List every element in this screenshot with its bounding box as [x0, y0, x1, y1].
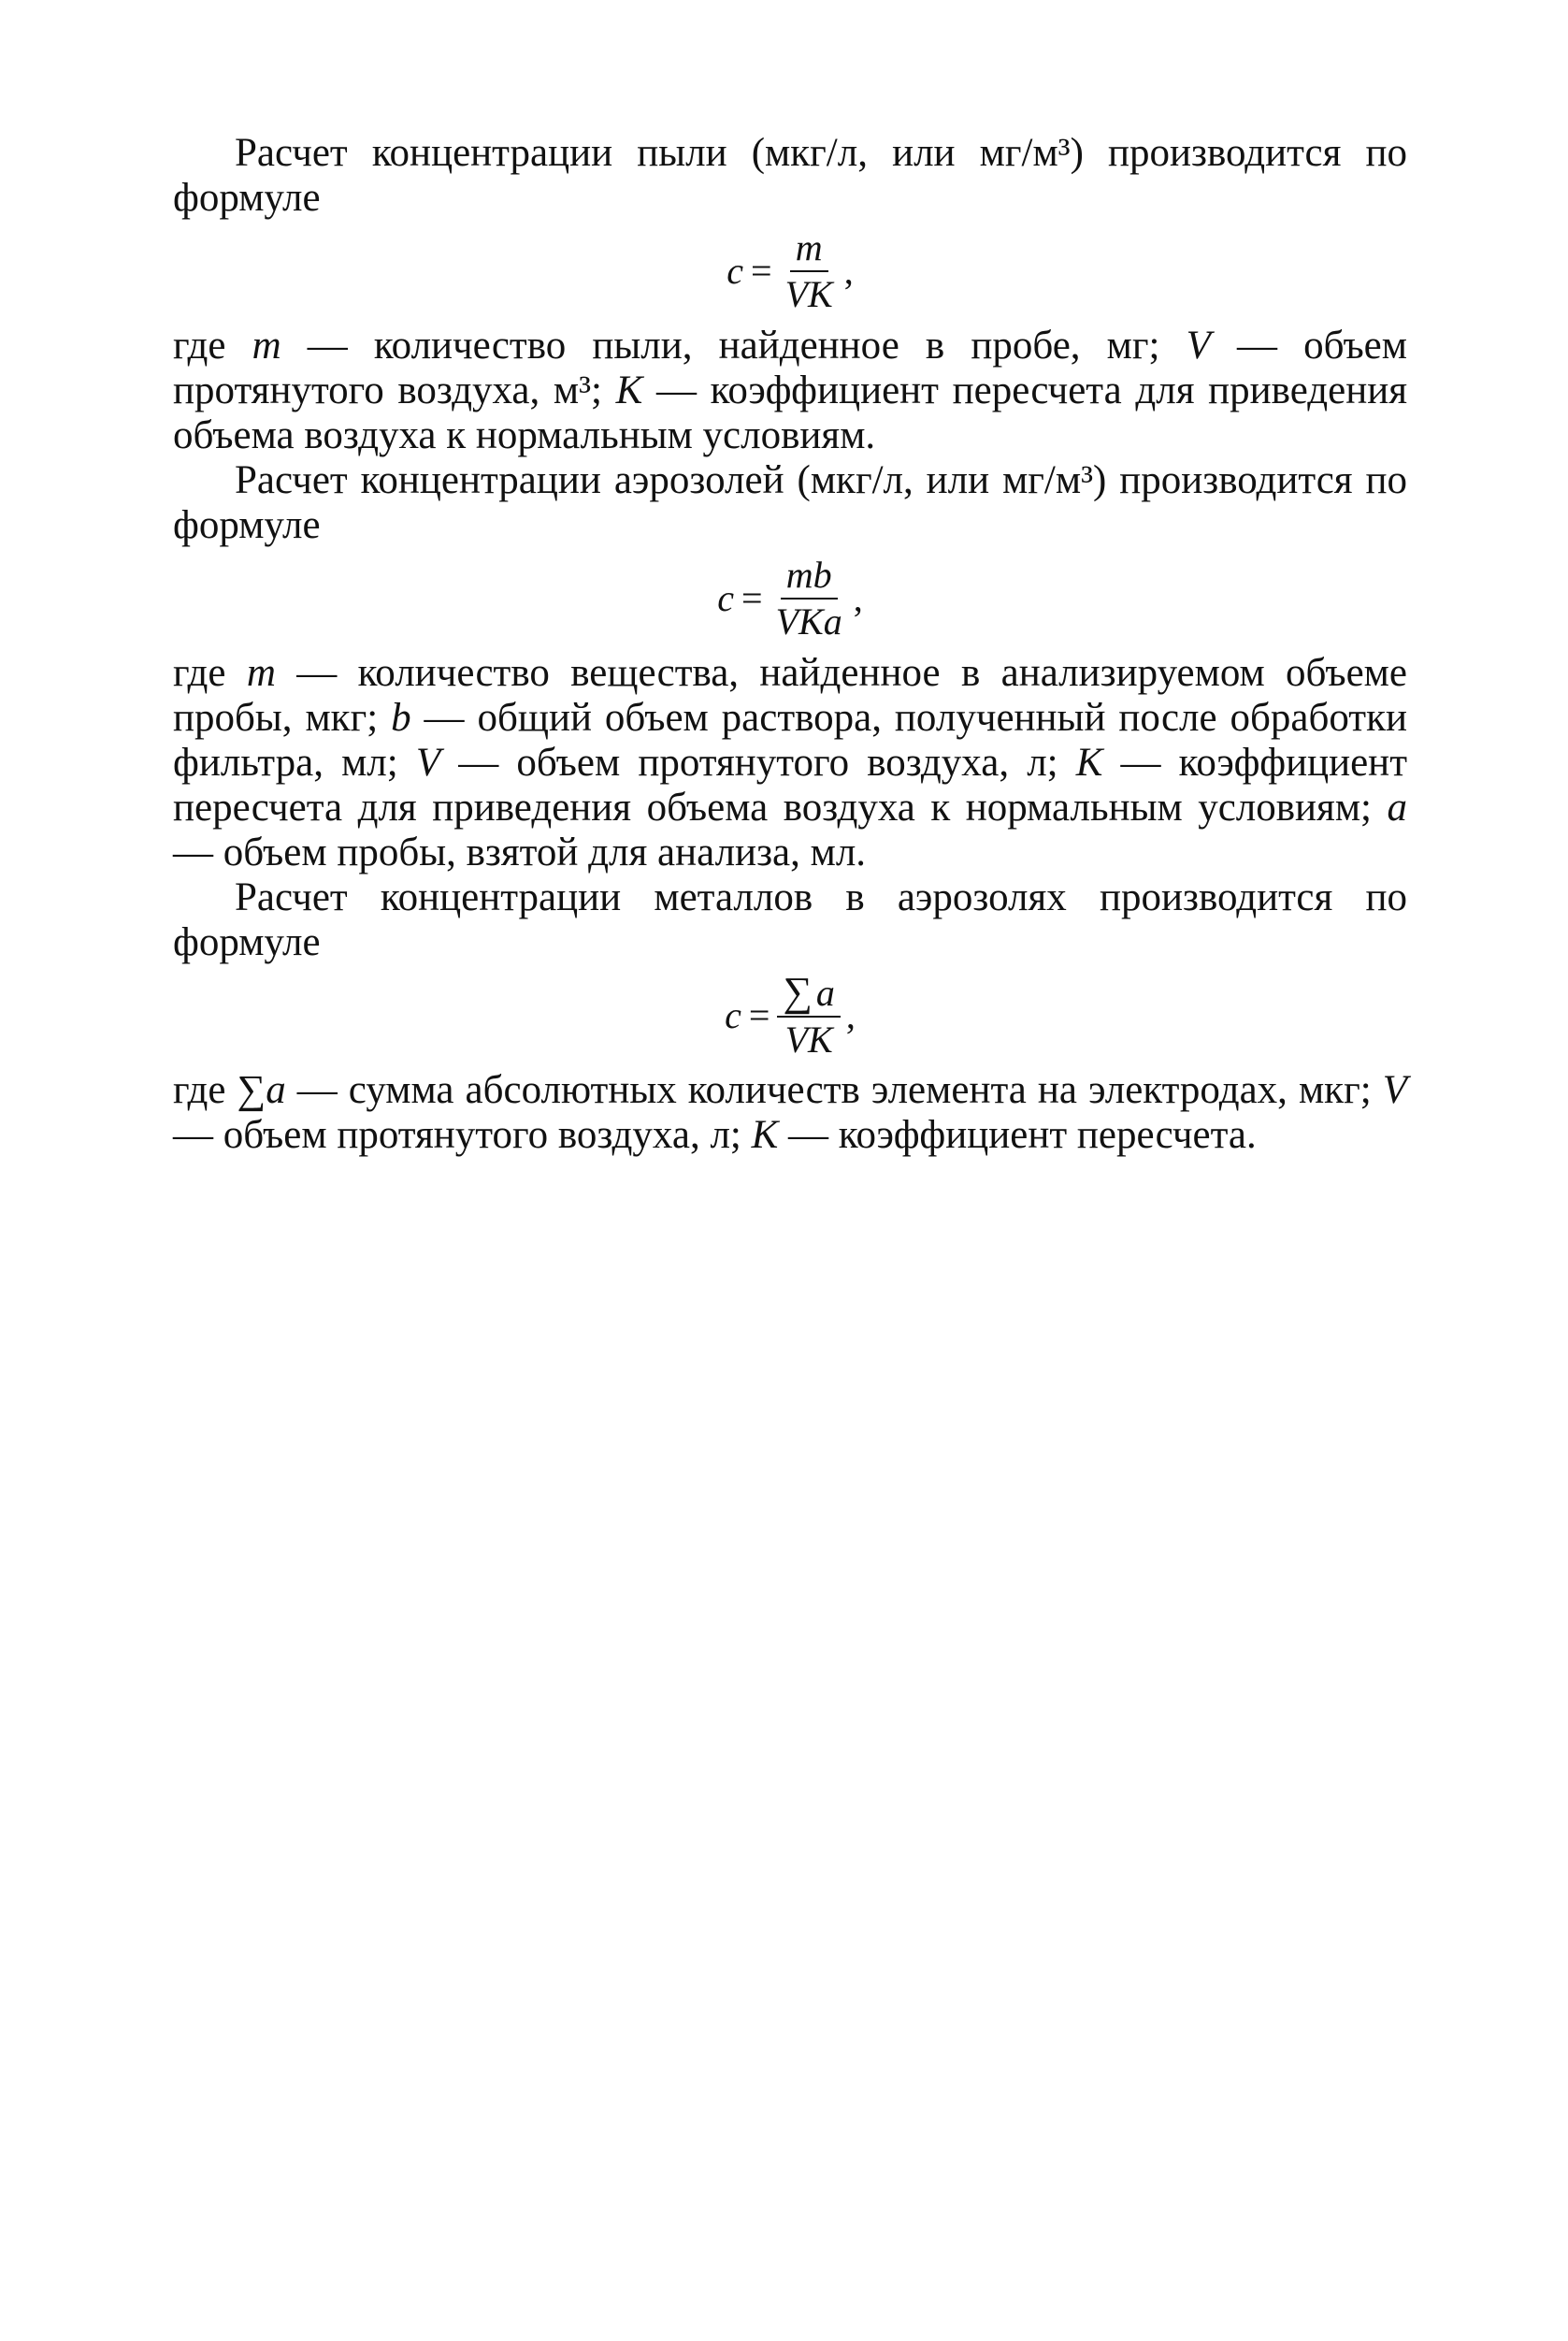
- formula-numerator: mb: [781, 555, 838, 600]
- text-segment: — коэффициент пересчета.: [778, 1113, 1257, 1157]
- paragraph-dust-intro: [173, 131, 1407, 221]
- paragraph-aerosol-legend: [173, 651, 1407, 875]
- text-segment: — объем протянутого воздуха, л;: [173, 1113, 752, 1157]
- text-segment: — коэффициент пересчета для приведения объема воздуха к нормальным условиям.: [173, 368, 1407, 457]
- text-segment: — объем протянутого воздуха, л;: [440, 741, 1076, 785]
- formula-comma: ,: [853, 577, 863, 619]
- formula-numerator: m: [790, 227, 828, 272]
- text-segment: — коэффициент пересчета для приведения объема воздуха к нормальным условиям;: [173, 741, 1407, 830]
- paragraph-dust-legend: [173, 324, 1407, 458]
- formula-lhs: c: [725, 994, 741, 1036]
- paragraph-text: Расчет концентрации пыли (мкг/л, или мг/м³) производится по формуле: [173, 131, 1407, 220]
- formula-lhs: c: [717, 577, 735, 619]
- formula-fraction: [770, 555, 848, 643]
- formula-fraction: [777, 968, 840, 1061]
- var-m: m: [246, 651, 276, 695]
- formula-denominator: VKa: [775, 600, 842, 643]
- var-K: K: [1075, 741, 1103, 785]
- formula-equals: =: [748, 994, 770, 1036]
- paragraph-text: Расчет концентрации металлов в аэрозолях производится по формуле: [173, 875, 1407, 964]
- text-segment: где: [173, 1068, 237, 1112]
- document-page: [173, 131, 1407, 1158]
- paragraph-text: Расчет концентрации аэрозолей (мкг/л, или мг/м³) производится по формуле: [173, 458, 1407, 547]
- var-V: V: [1382, 1068, 1407, 1112]
- formula-numerator: [777, 968, 840, 1018]
- paragraph-metals-intro: [173, 875, 1407, 965]
- formula-denominator: VK: [784, 1018, 833, 1061]
- formula-equals: =: [741, 577, 763, 619]
- text-segment: — количество вещества, найденное в анализируемом объеме пробы, мкг;: [173, 651, 1407, 740]
- var-K: K: [615, 368, 643, 412]
- paragraph-aerosol-intro: [173, 458, 1407, 548]
- formula-metals: [173, 967, 1407, 1064]
- text-segment: — объем пробы, взятой для анализа, мл.: [173, 831, 867, 874]
- formula-lhs: c: [726, 250, 744, 292]
- sum-symbol: ∑: [237, 1068, 266, 1112]
- text-segment: где: [173, 324, 252, 368]
- text-segment: — сумма абсолютных количеств элемента на электродах, мкг;: [285, 1068, 1383, 1112]
- var-a: a: [1387, 786, 1407, 830]
- text-segment: — общий объем раствора, полученный после обработки фильтра, мл;: [173, 696, 1407, 785]
- formula-fraction: [780, 227, 839, 315]
- sum-symbol: ∑: [783, 968, 813, 1015]
- paragraph-metals-legend: [173, 1068, 1407, 1158]
- formula-comma: ,: [845, 994, 856, 1036]
- var-K: K: [751, 1113, 779, 1157]
- var-a: a: [266, 1068, 286, 1112]
- formula-aerosol: [173, 550, 1407, 647]
- formula-numerator-var: a: [815, 971, 835, 1014]
- text-segment: — количество пыли, найденное в пробе, мг;: [281, 324, 1187, 368]
- formula-denominator: VK: [784, 273, 833, 315]
- formula-comma: ,: [843, 250, 854, 292]
- var-b: b: [391, 696, 411, 740]
- var-V: V: [1186, 324, 1211, 368]
- formula-equals: =: [751, 250, 772, 292]
- var-m: m: [252, 324, 281, 368]
- text-segment: — объем протянутого воздуха, м³;: [173, 324, 1407, 412]
- text-segment: где: [173, 651, 247, 695]
- var-V: V: [415, 741, 441, 785]
- formula-dust: [173, 223, 1407, 320]
